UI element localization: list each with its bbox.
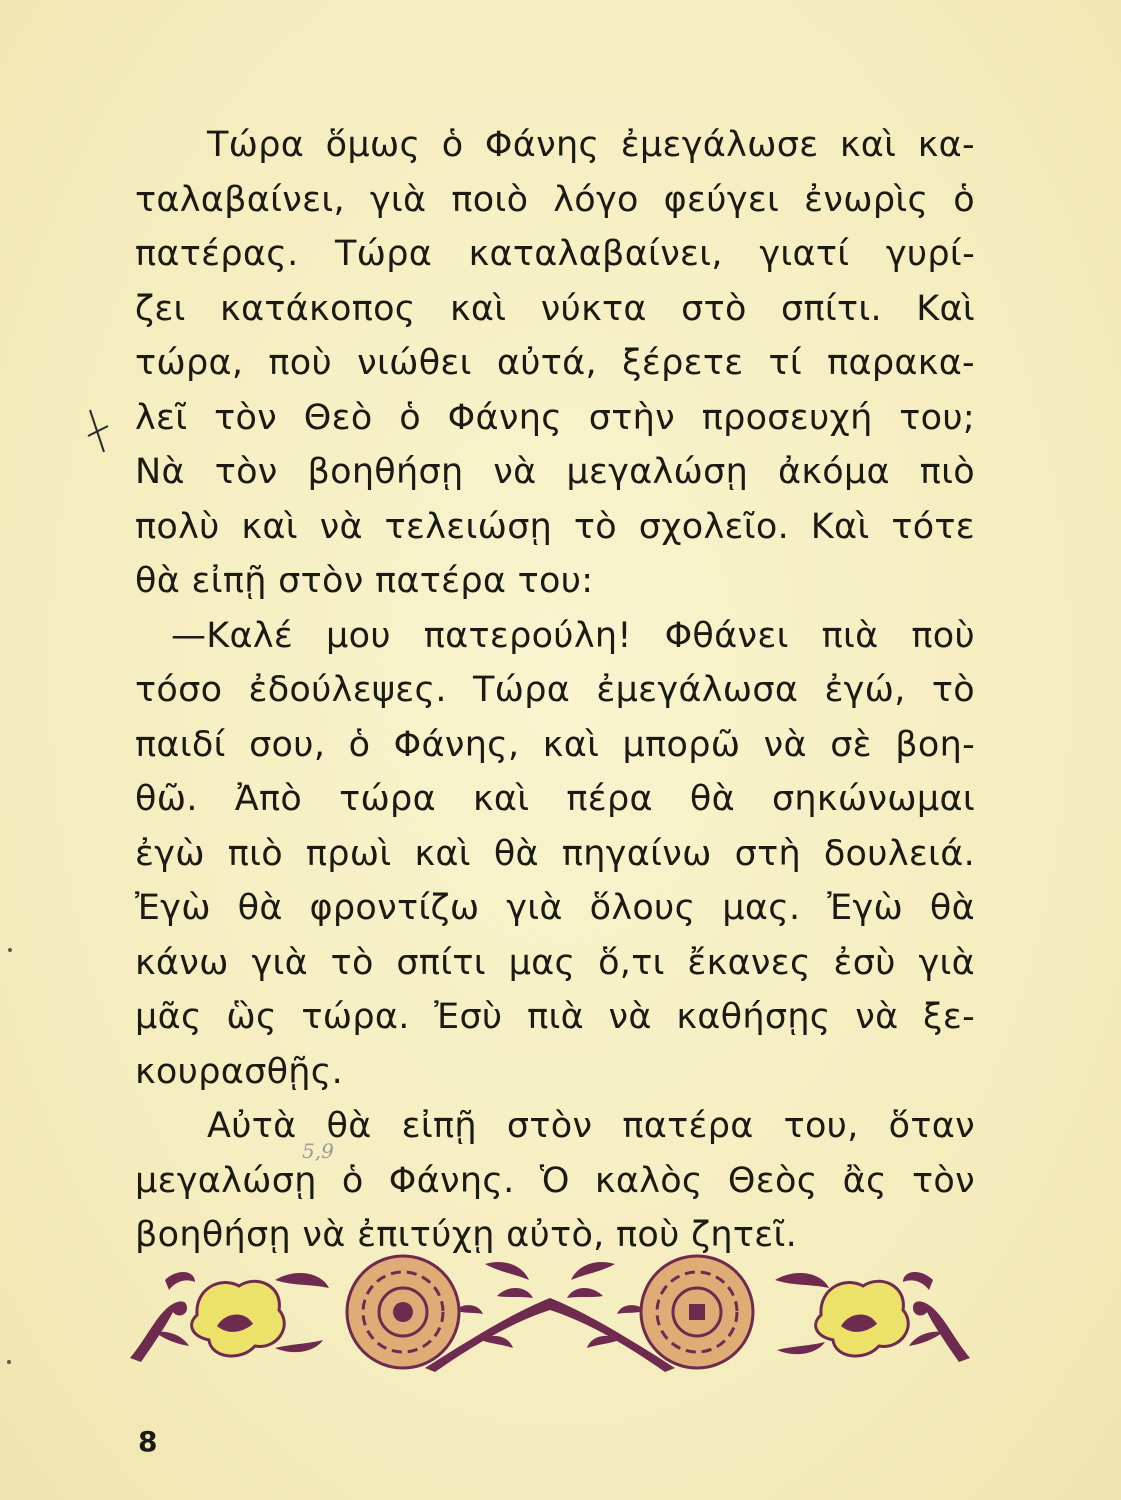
text-line: μᾶς ὣς τώρα. Ἐσὺ πιὰ νὰ καθήσῃς νὰ ξε-: [135, 997, 975, 1037]
text-line: Ἐγὼ θὰ φροντίζω γιὰ ὅλους μας. Ἐγὼ θὰ: [135, 888, 975, 928]
text-line: τόσο ἐδούλεψες. Τώρα ἐμεγάλωσα ἐγώ, τὸ: [135, 670, 975, 710]
text-line: τώρα, ποὺ νιώθει αὐτά, ξέρετε τί παρακα-: [135, 343, 975, 383]
body-text: [135, 118, 975, 1263]
text-line: Αὐτὰ θὰ εἰπῇ στὸν πατέρα του, ὅταν: [207, 1106, 975, 1146]
text-line: ταλαβαίνει, γιὰ ποιὸ λόγο φεύγει ἐνωρὶς ὁ: [135, 179, 975, 220]
text-line: θῶ. Ἀπὸ τώρα καὶ πέρα θὰ σηκώνωμαι: [135, 779, 975, 819]
text-line: βοηθήσῃ νὰ ἐπιτύχῃ αὐτὸ, ποὺ ζητεῖ.: [135, 1215, 798, 1255]
text-line: θὰ εἰπῇ στὸν πατέρα του:: [135, 561, 594, 601]
text-line: ζει κατάκοπος καὶ νύκτα στὸ σπίτι. Καὶ: [135, 288, 975, 329]
floral-ornament: [125, 1240, 975, 1380]
text-line: πολὺ καὶ νὰ τελειώσῃ τὸ σχολεῖο. Καὶ τότε: [135, 506, 975, 547]
text-line: κάνω γιὰ τὸ σπίτι μας ὅ,τι ἔκανες ἐσὺ γιὰ: [135, 942, 975, 983]
text-line: κουρασθῇς.: [135, 1051, 344, 1092]
text-line: πατέρας. Τώρα καταλαβαίνει, γιατί γυρί-: [135, 234, 975, 274]
text-line: —Καλέ μου πατερούλη! Φθάνει πιὰ ποὺ: [171, 615, 975, 656]
text-line: Τώρα ὅμως ὁ Φάνης ἐμεγάλωσε καὶ κα-: [207, 125, 975, 165]
text-line: μεγαλώσῃ ὁ Φάνης. Ὁ καλὸς Θεὸς ἂς τὸν: [135, 1160, 975, 1201]
pencil-cross-mark-icon: [84, 406, 112, 456]
paper-speck: [8, 948, 12, 952]
pencil-note: [296, 1132, 376, 1166]
text-line: ἐγὼ πιὸ πρωὶ καὶ θὰ πηγαίνω στὴ δουλειά.: [135, 833, 975, 874]
text-line: παιδί σου, ὁ Φάνης, καὶ μπορῶ νὰ σὲ βοη-: [135, 724, 975, 765]
text-line: Νὰ τὸν βοηθήσῃ νὰ μεγαλώσῃ ἀκόμα πιὸ: [135, 452, 975, 492]
svg-text:5,9: 5,9: [302, 1139, 334, 1163]
page-number: 8: [138, 1425, 158, 1458]
text-line: λεῖ τὸν Θεὸ ὁ Φάνης στὴν προσευχή του;: [135, 397, 975, 438]
paper-speck: [7, 1360, 11, 1364]
